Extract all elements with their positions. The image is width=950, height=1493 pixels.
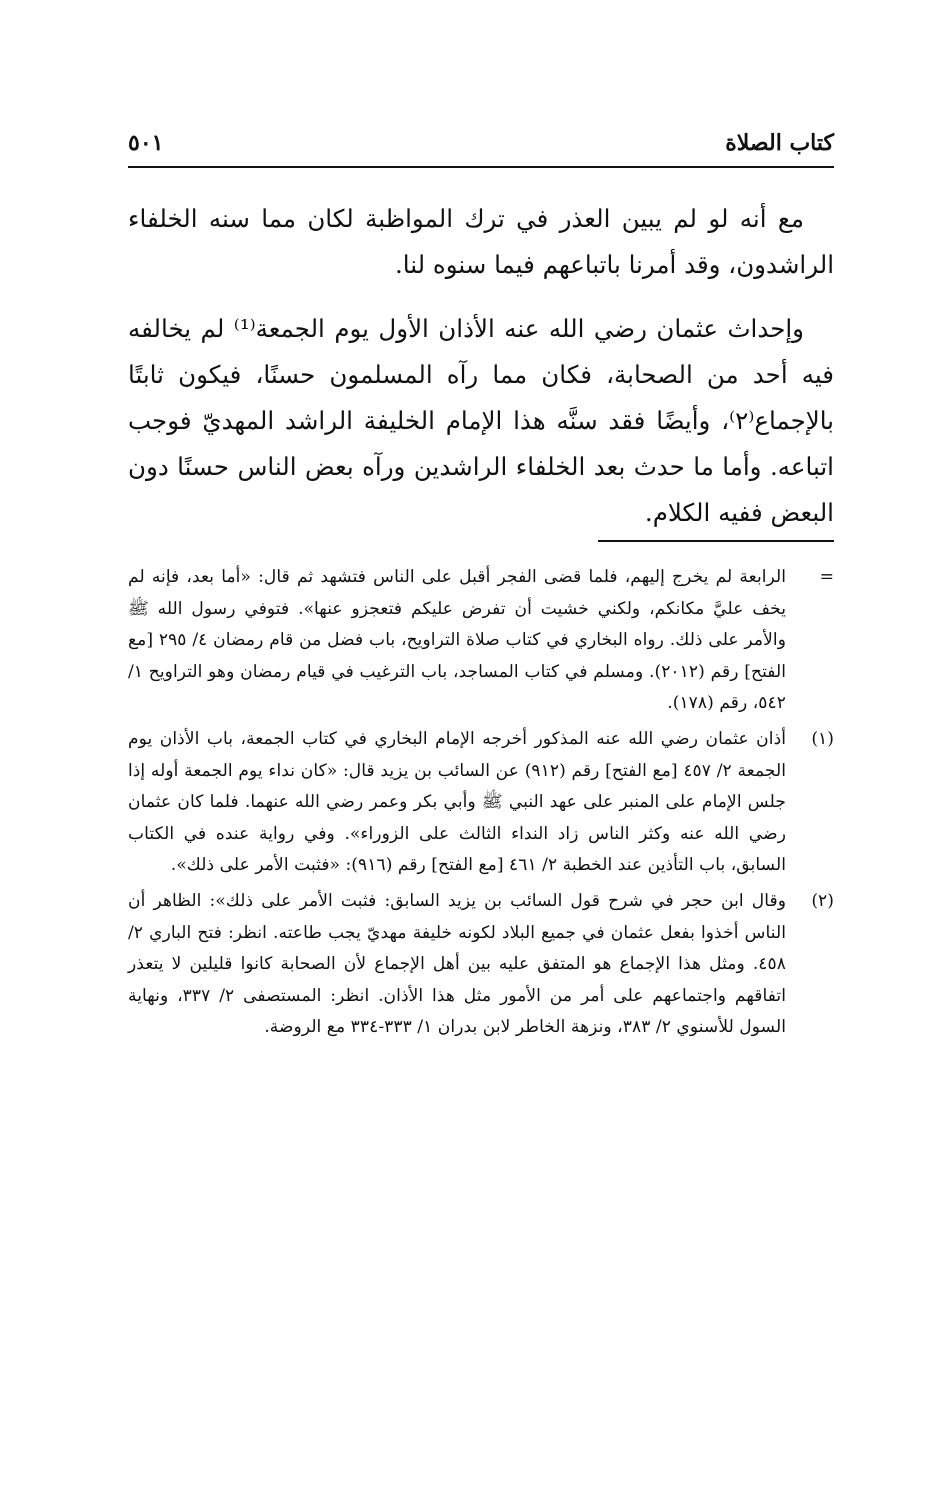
footnote-separator <box>598 540 834 542</box>
footnote-marker: (٢) <box>811 890 834 911</box>
footnote-marker: = <box>819 567 834 587</box>
footnote-text: وقال ابن حجر في شرح قول السائب بن يزيد السابق: فثبت الأمر على ذلك»: الظاهر أن الناس أخذوا بفعل عثمان في جميع البلاد لكونه خليفة مهديّ يجب طاعته. انظر: فتح الباري ٢/ ٤٥٨. ومثل هذا الإجماع هو المتفق عليه بين أهل الإجماع لأن الصحابة كانوا قليلين لا يتعذر اتفاقهم واجتماعهم على أمر من الأمور مثل هذا الأذان. انظر: المستصفى ٢/ ٣٣٧، ونهاية السول للأسنوي ٢/ ٣٨٣، ونزهة الخاطر لابن بدران ١/ ٣٣٣-٣٣٤ مع الروضة. <box>128 890 786 1038</box>
footnote-marker: (١) <box>811 728 834 749</box>
paragraph: وإحداث عثمان رضي الله عنه الأذان الأول يوم الجمعة⁽¹⁾ لم يخالفه فيه أحد من الصحابة، فكان مما رآه المسلمون حسنًا، فيكون ثابتًا بالإجماع⁽٢⁾، وأيضًا فقد سنَّه هذا الإمام الخليفة الراشد المهديّ فوجب اتباعه. وأما ما حدث بعد الخلفاء الراشدين ورآه بعض الناس حسنًا دون البعض ففيه الكلام. <box>128 314 834 527</box>
footnote <box>128 886 834 1044</box>
main-text <box>128 196 834 554</box>
page-header <box>128 126 834 168</box>
footnote-text: الرابعة لم يخرج إليهم، فلما قضى الفجر أقبل على الناس فتشهد ثم قال: «أما بعد، فإنه لم يخف عليَّ مكانكم، ولكني خشيت أن تفرض عليكم فتعجزو عنها». فتوفي رسول الله ﷺ والأمر على ذلك. رواه البخاري في كتاب صلاة التراويح، باب فضل من قام رمضان ٤/ ٢٩٥ [مع الفتح] رقم (٢٠١٢). ومسلم في كتاب المساجد، باب الترغيب في قيام رمضان وهو التراويح ١/ ٥٤٢، رقم (١٧٨). <box>128 567 786 714</box>
footnote-text: أذان عثمان رضي الله عنه المذكور أخرجه الإمام البخاري في كتاب الجمعة، باب الأذان يوم الجمعة ٢/ ٤٥٧ [مع الفتح] رقم (٩١٢) عن السائب بن يزيد قال: «كان نداء يوم الجمعة أوله إذا جلس الإمام على المنبر على عهد النبي ﷺ وأبي بكر وعمر رضي الله عنهما. فلما كان عثمان رضي الله عنه وكثر الناس زاد النداء الثالث على الزوراء». وفي رواية عنده في الكتاب السابق، باب التأذين عند الخطبة ٢/ ٤٦١ [مع الفتح] رقم (٩١٦): «فثبت الأمر على ذلك». <box>128 728 786 876</box>
footnote <box>128 562 834 720</box>
chapter-title: كتاب الصلاة <box>725 130 834 156</box>
footnote <box>128 724 834 882</box>
paragraph: مع أنه لو لم يبين العذر في ترك المواظبة لكان مما سنه الخلفاء الراشدون، وقد أمرنا باتباعهم فيما سنوه لنا. <box>128 204 834 279</box>
footnotes <box>128 562 834 1048</box>
page-number: ٥٠١ <box>128 130 164 156</box>
